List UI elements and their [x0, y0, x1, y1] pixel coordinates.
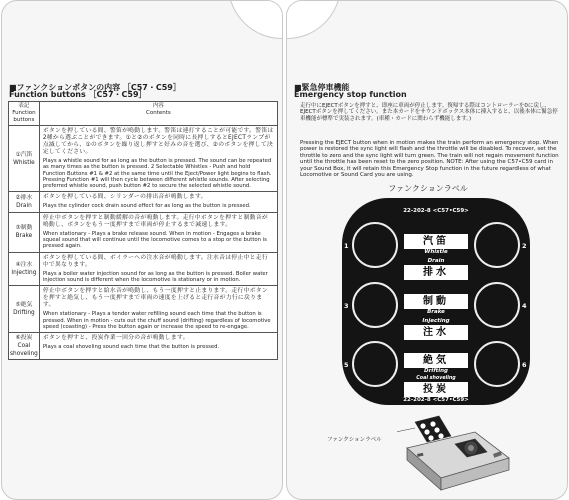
- row-text-en: Plays a whistle sound for as long as the button is pressed. The sound can be repeated as many times as the button is pressed. 2 Selectable Whistles - Push and hold Function Buttons #1 & #2 at the same time until the Eject/Power light begins to flash. Pressing Function #1 will then cycle between different whistle sounds. After selecting preferred whistle sound, push button #2 to secure the selected whistle sound.: [42, 158, 272, 190]
- function-button-2: [474, 222, 520, 268]
- row-text-en: When stationary - Plays a brake release sound. When in motion - Engages a brake squeal sound that will continue until the locomotive comes to a stop or the button is pressed again.: [42, 230, 267, 250]
- function-buttons-title: [9, 83, 181, 98]
- emergency-title-en: Emergency stop function: [294, 90, 407, 99]
- function-buttons-title-en: Function buttons ［C57・C59］: [9, 90, 147, 99]
- function-button-1: [352, 222, 398, 268]
- row-description: [39, 333, 277, 360]
- function-table: [8, 101, 278, 360]
- row-description: [39, 286, 277, 333]
- row-label-en: Whistle: [13, 159, 35, 166]
- row-description: [39, 126, 277, 192]
- row-description: [39, 212, 277, 252]
- function-button-6: [474, 341, 520, 387]
- button-number: 2: [522, 242, 527, 250]
- label-tile-drain: 排水: [404, 265, 468, 280]
- row-label-en: Drain: [16, 203, 32, 210]
- row-description: [39, 192, 277, 212]
- table-row: [9, 252, 278, 286]
- row-label-en: Drifting: [13, 310, 35, 317]
- row-label: [9, 333, 40, 360]
- button-number: 6: [522, 361, 527, 369]
- row-text-jp: ボタンを押すと、投炭作業一回分の音が鳴動します。: [42, 335, 189, 342]
- row-label-en: Injecting: [11, 269, 37, 276]
- row-text-en: Plays the cylinder cock drain sound effect for as long as the button is pressed.: [42, 203, 251, 210]
- row-number: ④: [15, 261, 21, 268]
- row-label: [9, 286, 40, 333]
- table-row: [9, 286, 278, 333]
- row-number: ⑥: [15, 335, 21, 342]
- content-header: [39, 102, 277, 126]
- label-tile-whistle: 汽笛: [404, 234, 468, 249]
- label-tile-drifting: 絶気: [404, 353, 468, 368]
- row-label-jp: 排水: [20, 195, 33, 202]
- emergency-title: [294, 83, 407, 98]
- row-label: [9, 192, 40, 212]
- row-label-en: Brake: [15, 233, 33, 240]
- button-number: 5: [344, 361, 349, 369]
- row-text-en: Plays a boiler water injection sound for as long as the button is pressed. Boiler water injection sound is different when the locomotive is stationary or in motion.: [42, 270, 268, 283]
- hang-hole: [228, 0, 283, 39]
- left-card: [1, 0, 283, 500]
- row-number: ③: [15, 225, 21, 232]
- label-tile-sub: Drifting: [424, 368, 448, 374]
- label-tile-injecting: 注水: [404, 325, 468, 340]
- sound-box-illustration: [397, 414, 512, 496]
- table-row: [9, 333, 278, 360]
- button-number: 4: [522, 302, 527, 310]
- row-label: [9, 126, 40, 192]
- row-text-jp: ボタンを押している間、シリンダーの排出音が鳴動します。: [42, 194, 207, 201]
- row-label-jp: 投炭: [20, 335, 33, 342]
- row-label: [9, 212, 40, 252]
- row-label: [9, 252, 40, 286]
- row-label-jp: 絶気: [20, 302, 33, 309]
- label-tile-sub: Injecting: [422, 318, 450, 324]
- label-code-top: 22-202-8 <C57•C59>: [403, 208, 469, 214]
- row-text-jp: ボタンを押している間、警笛が鳴動します。警笛は連打することが可能です。警笛は2種から選ぶことができます。①と②のボタンを同時に長押しするとEJECTランプが点滅してから、①のボタンを繰り返し押すと好みの音を選び、②のボタンを押して決定してください。: [42, 128, 274, 155]
- row-label-jp: 注水: [20, 261, 33, 268]
- table-header-row: [9, 102, 278, 126]
- function-button-4: [474, 282, 520, 328]
- row-number: ⑤: [15, 302, 21, 309]
- row-label-jp: 汽笛: [20, 151, 33, 158]
- label-tile-sub: Drain: [427, 258, 445, 264]
- row-label-jp: 制動: [20, 225, 33, 232]
- row-text-jp: 停止中ボタンを押すと制動緩解の音が鳴動します。走行中ボタンを押すと制動音が鳴動し、ボタンをもう一度押すまで車両が停止するまで減速します。: [42, 214, 268, 228]
- button-number: 3: [344, 302, 349, 310]
- function-buttons-title-jp: ■ファンクションボタンの内容 ［C57・C59］: [9, 83, 181, 92]
- table-row: [9, 212, 278, 252]
- row-number: ②: [15, 195, 21, 202]
- row-text-jp: 停止中ボタンを押すと給水音が鳴動し、もう一度押すと止まります。走行中ボタンを押すと絶気し、もう一度押すまで車両の速度を上げると走行音が力行に戻ります。: [42, 288, 268, 309]
- label-tile-sub: Whistle: [424, 249, 448, 255]
- right-card: [286, 0, 568, 500]
- emergency-text-en: Pressing the EJECT button when in motion makes the train perform an emergency stop. When power is restored the sync light will flash and the throttle will be disabled. To recover, set the throttle to zero and the sync light will turn green. The train will not regain movement function until the throttle has been reset to the zero position. NOTE: After using the C57•C59 card in your Sound Box, it will retain this Emergency Stop function in the future regardless of what Locomotive or Sound Card you are using.: [300, 140, 559, 179]
- label-header-en: Function buttons: [12, 110, 36, 123]
- table-row: [9, 126, 278, 192]
- row-label-en: Coal shoveling: [10, 343, 38, 358]
- row-number: ①: [15, 151, 21, 158]
- label-tile-sub: Coal shoveling: [416, 376, 456, 381]
- label-tile-brake: 制動: [404, 294, 468, 309]
- row-text-jp: ボタンを押している間、ボイラーへの注水音が鳴動します。注水音は停止中と走行中で異なります。: [42, 254, 268, 268]
- row-text-en: Plays a coal shoveling sound each time that the button is pressed.: [42, 344, 220, 351]
- table-row: [9, 192, 278, 212]
- function-button-5: [352, 341, 398, 387]
- content-header-en: Contents: [146, 110, 171, 116]
- content-header-jp: 内容: [152, 103, 164, 109]
- label-code-bottom: 22-202-8 <C57•C59>: [403, 397, 469, 403]
- function-label-graphic: [342, 198, 530, 405]
- function-button-3: [352, 282, 398, 328]
- label-tile-sub: Brake: [427, 309, 445, 315]
- label-tile-coal: 投炭: [404, 382, 468, 397]
- row-description: [39, 252, 277, 286]
- emergency-title-jp: ■緊急停車機能: [294, 83, 350, 92]
- label-header-jp: 表記: [18, 103, 30, 109]
- label-header: [9, 102, 40, 126]
- button-number: 1: [344, 242, 349, 250]
- device-caption: ファンクションラベル: [327, 437, 382, 443]
- emergency-text-jp: 走行中にEJECTボタンを押すと、即座に車両が停止します。復帰する際はコントローラーを0に戻し、EJECTボタンを押してください。また本カードをサウンドボックス本体に挿入すると、以後本体に緊急停車機能が標準で実装されます。(車種・カードに関わらず機能します。): [300, 103, 558, 122]
- hang-hole: [286, 0, 341, 39]
- row-text-en: When stationary - Plays a tender water refilling sound each time that the button is pressed. When in motion - cuts out the chuff sound (drifting) regardless of locomotive speed (coasting) - Press the button again or increase the speed to re-engage.: [42, 311, 271, 330]
- function-label-heading: ファンクションラベル: [388, 184, 468, 193]
